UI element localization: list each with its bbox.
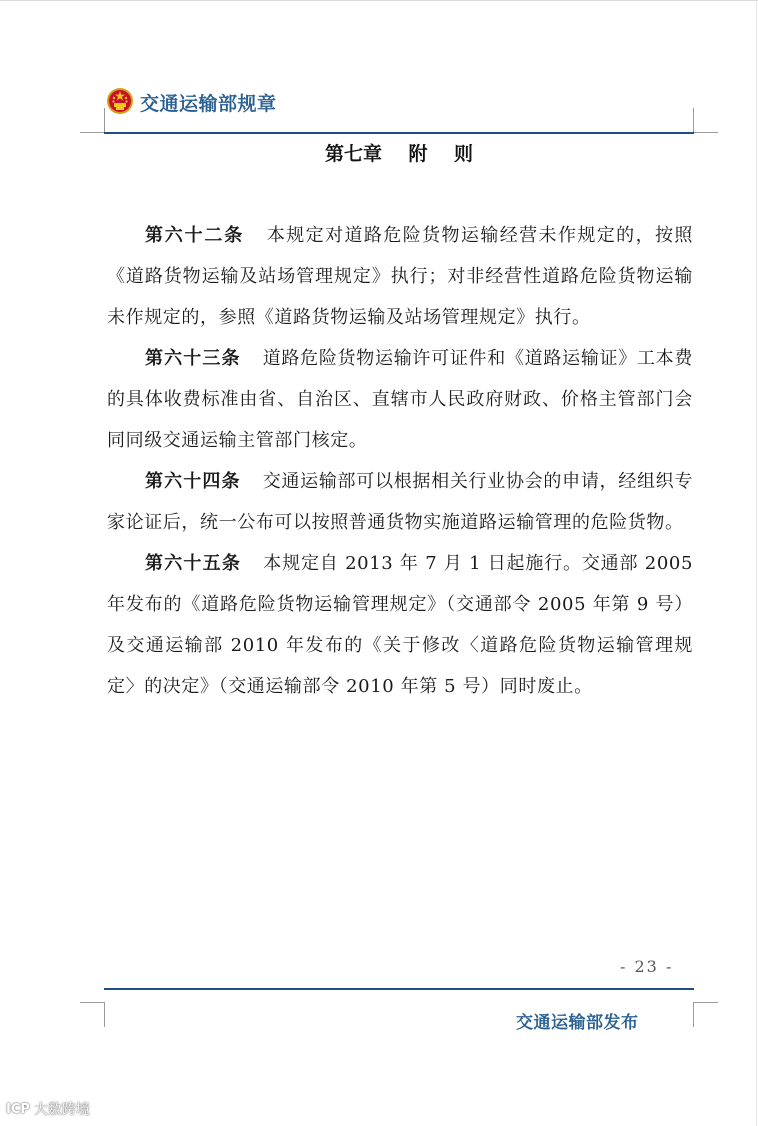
article-number: 第六十二条	[145, 225, 245, 246]
page-right-border	[756, 0, 757, 1126]
crop-mark-bottom-right-v	[693, 1002, 694, 1027]
chapter-title: 第七章 附 则	[325, 143, 473, 165]
footer-publisher: 交通运输部发布	[516, 1013, 639, 1033]
watermark-logo: ICP	[6, 1101, 30, 1117]
article-number: 第六十五条	[145, 553, 242, 574]
article-text: 本规定对道路危险货物运输经营未作规定的，按照《道路货物运输及站场管理规定》执行；对非经营性道路危险货物运输未作规定的，参照《道路货物运输及站场管理规定》执行。	[107, 225, 694, 328]
crop-mark-bottom-left-v	[104, 1002, 105, 1027]
national-emblem-icon	[106, 87, 134, 115]
watermark-text: 大数跨境	[33, 1102, 90, 1118]
crop-mark-top-right-h	[693, 132, 718, 133]
article-64	[107, 461, 693, 543]
article-62	[107, 215, 693, 338]
page-number: - 23 -	[620, 957, 674, 976]
article-text: 本规定自 2013 年 7 月 1 日起施行。交通部 2005 年发布的《道路危险货物运输管理规定》（交通部令 2005 年第 9 号）及交通运输部 2010 年发布的《关于修改〈道路危险货物运输管理规定〉的决定》（交通运输部令 2010 年第 5 号）同时废止。	[107, 553, 694, 697]
footer-rule	[104, 988, 694, 990]
watermark	[6, 1098, 90, 1120]
article-number: 第六十三条	[145, 348, 241, 369]
crop-mark-top-left-h	[80, 132, 105, 133]
crop-mark-bottom-right-h	[693, 1002, 718, 1003]
article-number: 第六十四条	[145, 471, 241, 492]
article-65	[107, 543, 693, 707]
header-title: 交通运输部规章	[140, 93, 277, 115]
page-top-border	[0, 0, 758, 1]
document-header	[104, 84, 694, 134]
article-text: 交通运输部可以根据相关行业协会的申请，经组织专家论证后，统一公布可以按照普通货物实施道路运输管理的危险货物。	[107, 471, 693, 533]
crop-mark-bottom-left-h	[80, 1002, 105, 1003]
article-text: 道路危险货物运输许可证件和《道路运输证》工本费的具体收费标准由省、自治区、直辖市人民政府财政、价格主管部门会同同级交通运输主管部门核定。	[107, 348, 693, 451]
article-63	[107, 338, 693, 461]
document-body	[107, 215, 693, 707]
